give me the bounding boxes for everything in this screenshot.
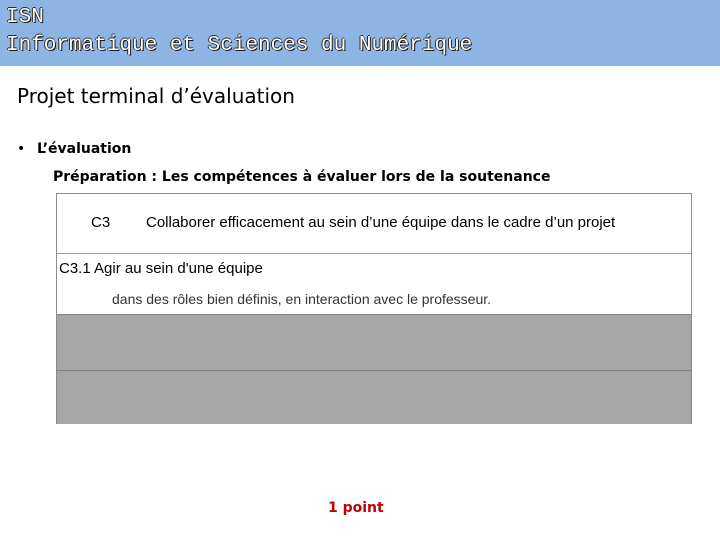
page-title: Projet terminal d’évaluation — [17, 84, 295, 108]
competency-row — [57, 194, 691, 254]
competency-code: C3 — [91, 214, 111, 231]
sub-competency-title: C3.1 Agir au sein d'une équipe — [59, 260, 263, 277]
header-subtitle: Informatique et Sciences du Numérique — [6, 34, 473, 57]
competency-table — [56, 193, 692, 424]
competency-text: Collaborer efficacement au sein d’une équipe dans le cadre d’un projet — [146, 214, 616, 231]
sub-heading: Préparation : Les compétences à évaluer lors de la soutenance — [53, 169, 551, 185]
sub-competency-row — [57, 253, 691, 314]
empty-row — [57, 370, 691, 424]
points-label: 1 point — [328, 500, 384, 516]
bullet-text: L’évaluation — [37, 141, 132, 157]
header-title: ISN — [6, 6, 44, 29]
bullet-item — [17, 141, 131, 157]
sub-competency-description: dans des rôles bien définis, en interaction avec le professeur. — [112, 291, 492, 307]
empty-row — [57, 314, 691, 370]
bullet-icon: • — [17, 141, 26, 157]
header-banner — [0, 0, 720, 66]
